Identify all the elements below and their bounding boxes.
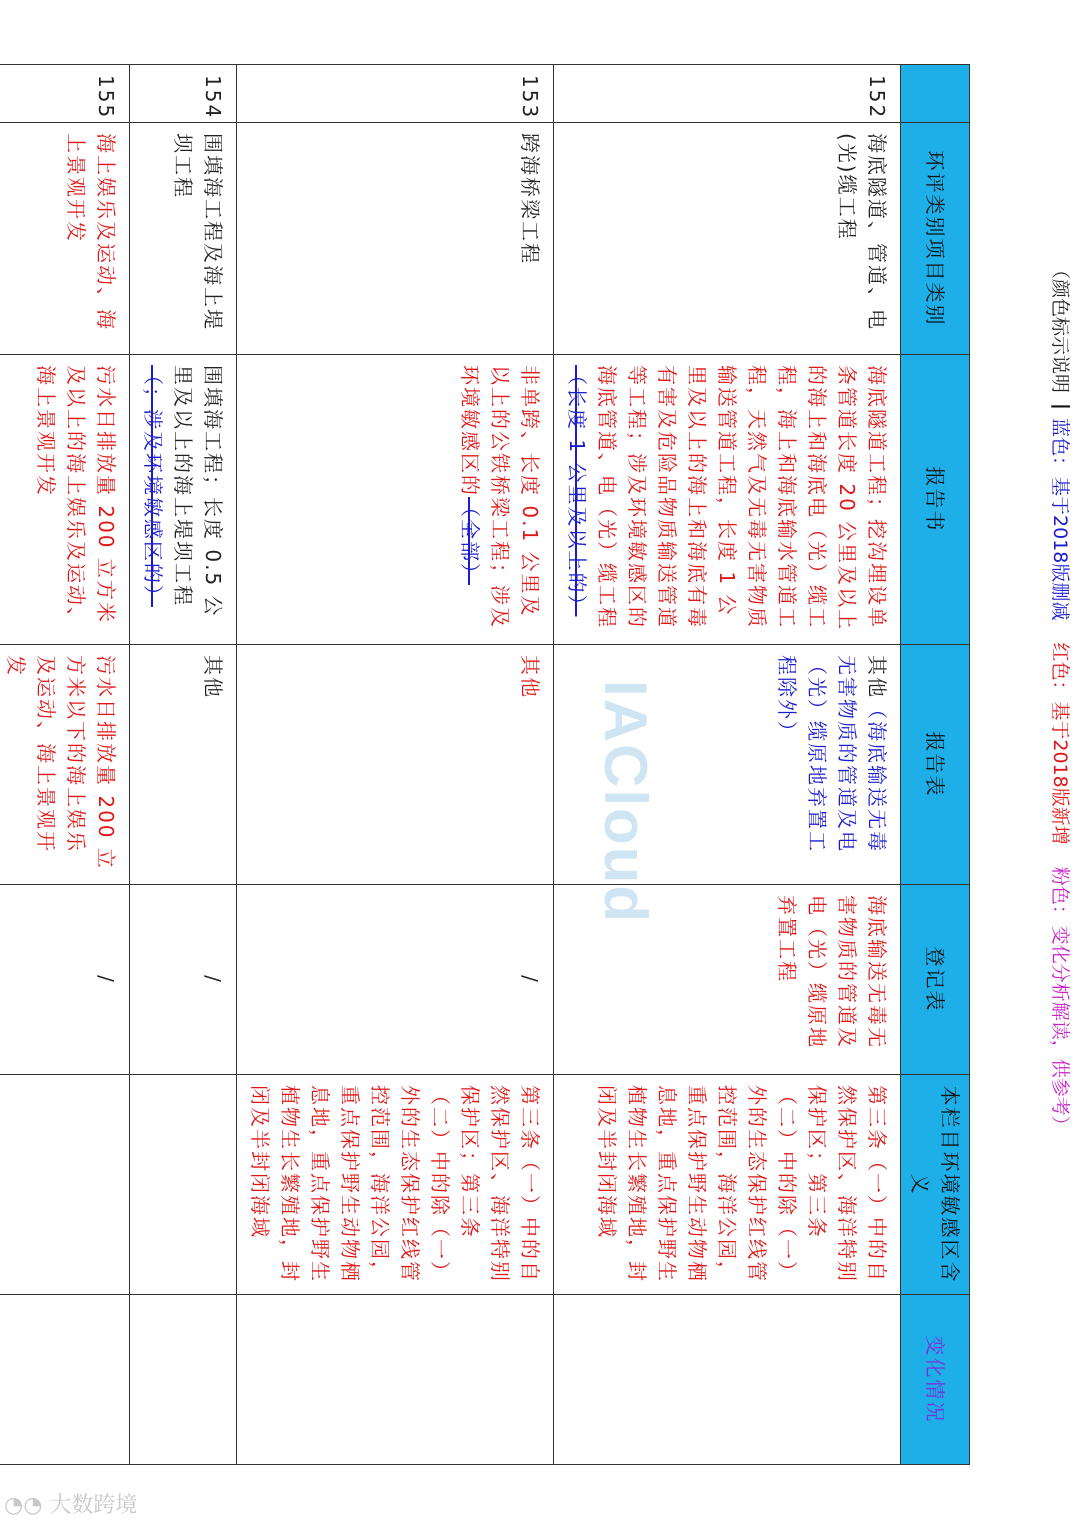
report-cell <box>130 355 237 645</box>
register-cell: / <box>130 885 237 1075</box>
legend-intro: （颜色标示说明 <box>1049 260 1072 394</box>
table-row <box>130 65 237 1465</box>
report-cell: 污水日排放量 200 立方米及以上的海上娱乐及运动、海上景观开发 <box>0 355 130 645</box>
change-cell <box>0 1295 130 1465</box>
form-deleted-note: （海底输送无毒无害物质的管道及电（光）缆原地弃置工程除外） <box>775 655 889 853</box>
legend-pink-label: 粉色： <box>1049 866 1072 924</box>
change-cell <box>554 1295 901 1465</box>
report-cell <box>554 355 901 645</box>
sensitive-cell: 第三条（一）中的自然保护区、海洋特别保护区；第三条（二）中的除（一）外的生态保护红线管控范围，海洋公园，重点保护野生动物栖息地，重点保护野生植物生长繁殖地，封闭及半封闭海域 <box>237 1075 554 1295</box>
brand-text: 大数跨境 <box>49 1493 138 1518</box>
header-row <box>901 65 970 1465</box>
report-cell <box>237 355 554 645</box>
legend-red-label: 红色： <box>1049 642 1072 700</box>
row-number: 153 <box>237 65 554 123</box>
form-cell: 其他 <box>130 645 237 885</box>
change-cell <box>130 1295 237 1465</box>
table-row <box>237 65 554 1465</box>
register-cell: / <box>0 885 130 1075</box>
header-register: 登记表 <box>901 885 970 1075</box>
header-num <box>901 65 970 123</box>
report-deleted-text: （长度 1 公里及以上的） <box>565 365 589 617</box>
classification-table <box>0 64 970 1465</box>
form-cell: 其他 <box>237 645 554 885</box>
row-number: 152 <box>554 65 901 123</box>
category-cell: 海底隧道、管道、电(光)缆工程 <box>554 123 901 355</box>
color-legend <box>1044 260 1080 1137</box>
legend-red-text: 基于2018版新增 <box>1049 701 1072 845</box>
legend-blue-label: 蓝色： <box>1049 417 1072 475</box>
brand-watermark <box>4 1488 137 1519</box>
report-deleted-text: （；涉及环境敏感区的） <box>141 365 165 607</box>
register-cell: / <box>237 885 554 1075</box>
sensitive-cell <box>0 1075 130 1295</box>
header-report: 报告书 <box>901 355 970 645</box>
legend-separator: | <box>1051 403 1073 410</box>
sensitive-cell: 第三条（一）中的自然保护区、海洋特别保护区；第三条（二）中的除（一）外的生态保护红线管控范围，海洋公园，重点保护野生动物栖息地，重点保护野生植物生长繁殖地，封闭及半封闭海域 <box>554 1075 901 1295</box>
legend-blue-text: 基于2018版删减 <box>1049 476 1072 621</box>
sensitive-cell <box>130 1075 237 1295</box>
category-cell: 海上娱乐及运动、海上景观开发 <box>0 123 130 355</box>
report-text: 围填海工程；长度 0.5 公里及以上的海上堤坝工程 <box>171 365 225 618</box>
register-cell: 海底输送无毒无害物质的管道及电（光）缆原地弃置工程 <box>554 885 901 1075</box>
brand-logo-icon: ◔◔ <box>4 1493 50 1518</box>
category-cell: 跨海桥梁工程 <box>237 123 554 355</box>
header-category: 环评类别项目类别 <box>901 123 970 355</box>
watermark-logo: IACloud <box>592 680 659 924</box>
header-change: 变化情况 <box>901 1295 970 1465</box>
table-row <box>0 65 130 1465</box>
form-text: 其他 <box>865 655 889 699</box>
report-text: 海底隧道工程；挖沟埋设单条管道长度 20 公里及以上的海上和海底电（光）缆工程，海上和海底输水管道工程，天然气及无毒无害物质输送管道工程，长度 1 公里及以上的海上和海底有毒有害及危险品物质输送管道等工程；涉及环境敏感区的海底管道、电（光）缆工程 <box>595 365 889 632</box>
category-cell: 围填海工程及海上堤坝工程 <box>130 123 237 355</box>
report-text: 非单跨、长度 0.1 公里及以上的公铁桥梁工程；涉及环境敏感区的 <box>458 365 542 629</box>
header-sensitive: 本栏目环境敏感区含义 <box>901 1075 970 1295</box>
change-cell <box>237 1295 554 1465</box>
report-deleted-text: （全部） <box>458 497 482 585</box>
header-form: 报告表 <box>901 645 970 885</box>
legend-pink-text: 变化分析解读，供参考） <box>1049 925 1072 1135</box>
row-number: 155 <box>0 65 130 123</box>
row-number: 154 <box>130 65 237 123</box>
form-cell: 污水日排放量 200 立方米以下的海上娱乐及运动、海上景观开发 <box>0 645 130 885</box>
